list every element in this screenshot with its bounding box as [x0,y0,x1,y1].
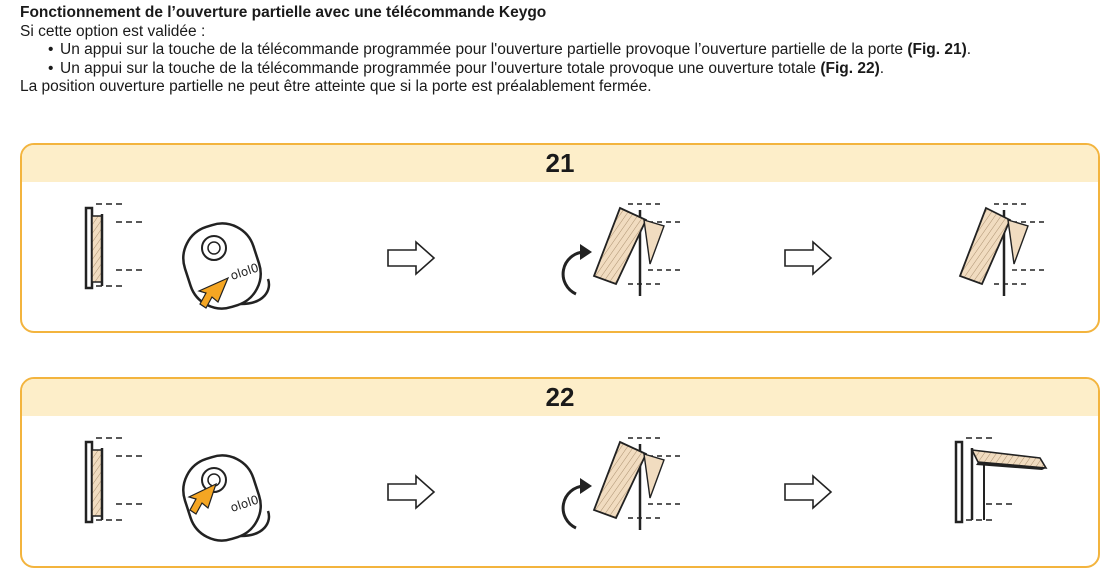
bullet-item: • Un appui sur la touche de la télécommande programmée pour l'ouverture totale provoque une ouverture totale (Fig. 22). [60,60,1100,79]
door-closed-icon [86,204,146,288]
keygo-remote-icon [175,215,269,317]
intro-text [20,4,1100,97]
door-fully-open-icon [956,438,1046,522]
figure-22-panel [20,377,1100,568]
keygo-remote-icon [175,447,269,549]
arrow-right-icon [388,242,434,274]
bullet-list [20,41,1100,78]
figure-ref: (Fig. 22) [820,59,880,77]
figure-21-panel [20,143,1100,333]
bullet-item: • Un appui sur la touche de la télécommande programmée pour l'ouverture partielle provoque l’ouverture partielle de la porte (Fig. 21). [60,41,1100,60]
svg-text:olol0: olol0 [228,492,261,515]
door-opening-icon [563,204,682,296]
lead-line: Si cette option est validée : [20,22,206,40]
svg-text:olol0: olol0 [228,260,261,283]
figure-number: 22 [22,379,1098,416]
figure-22-illustration [22,416,1097,566]
door-opening-icon [563,438,682,530]
door-partially-open-icon [960,204,1048,296]
figure-number: 21 [22,145,1098,182]
arrow-right-icon [785,476,831,508]
figure-ref: (Fig. 21) [907,41,967,58]
arrow-right-icon [785,242,831,274]
figure-21-illustration [22,182,1097,332]
arrow-right-icon [388,476,434,508]
door-closed-icon [86,438,146,522]
section-title: Fonctionnement de l’ouverture partielle avec une télécommande Keygo [20,4,547,21]
note-line: La position ouverture partielle ne peut être atteinte que si la porte est préalablement fermée. [20,78,652,95]
